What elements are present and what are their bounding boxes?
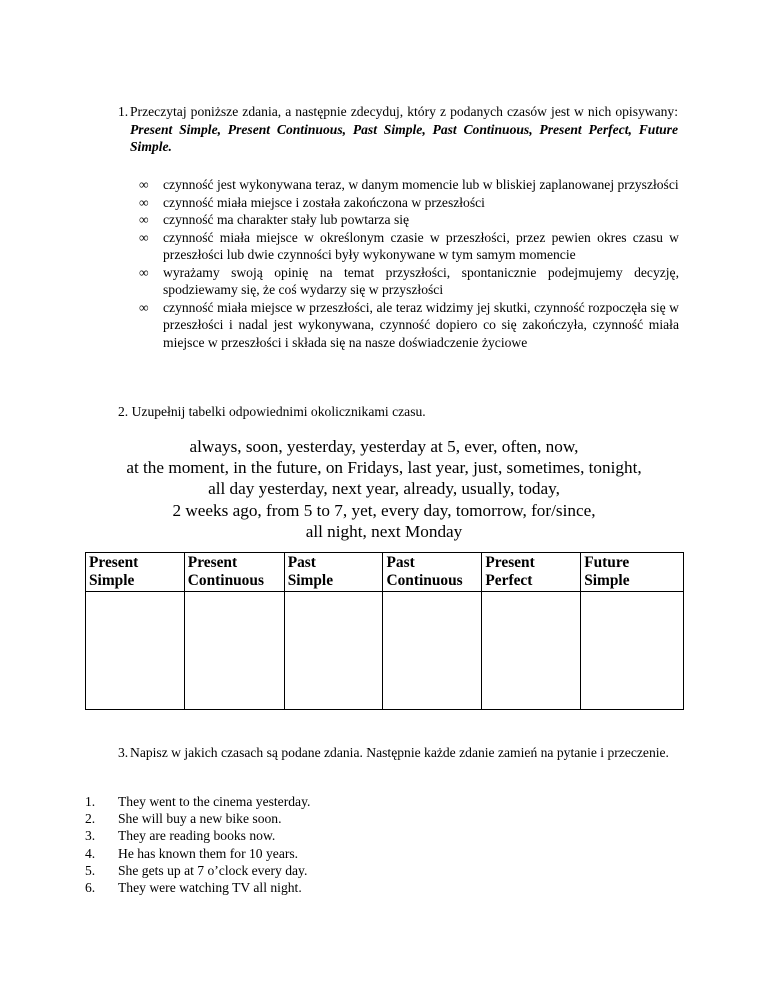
cell-past-simple[interactable]	[284, 592, 383, 710]
list-item: ∞ czynność miała miejsce w przeszłości, ale teraz widzimy jej skutki, czynność rozpoczęła się w przeszłości i nadal jest wykonywana, czynność dopiero co się zakończyła, czynność miała miejsce w przeszłości i składa się na nasze doświadczenie życiowe	[139, 299, 679, 350]
infinity-bullet-icon: ∞	[139, 229, 149, 245]
header-present-perfect: Present Perfect	[482, 553, 581, 592]
tenses-table	[85, 552, 684, 710]
infinity-bullet-icon: ∞	[139, 194, 149, 210]
header-present-simple: Present Simple	[86, 553, 185, 592]
list-item: 5. She gets up at 7 o’clock every day.	[85, 862, 308, 878]
header-past-continuous: Past Continuous	[383, 553, 482, 592]
list-item: ∞ czynność miała miejsce i została zakończona w przeszłości	[139, 194, 485, 210]
list-item: 2. She will buy a new bike soon.	[85, 811, 282, 827]
word-bank-line: 2 weeks ago, from 5 to 7, yet, every day, tomorrow, for/since,	[172, 500, 596, 520]
task-2-number: 2.	[118, 404, 129, 419]
cell-present-continuous[interactable]	[184, 592, 284, 710]
task-2-instruction	[118, 403, 426, 420]
task-2-instruction-text: Uzupełnij tabelki odpowiednimi okolicznikami czasu.	[131, 404, 426, 419]
list-item: 3. They are reading books now.	[85, 828, 276, 844]
infinity-bullet-icon: ∞	[139, 264, 149, 280]
table-header-row	[86, 553, 684, 592]
list-item: ∞ czynność jest wykonywana teraz, w danym momencie lub w bliskiej zaplanowanej przyszłości	[139, 177, 679, 192]
word-bank-line: all night, next Monday	[305, 521, 463, 541]
task-3-instruction	[118, 744, 684, 762]
task-1-tenses-list: Present Simple, Present Continuous, Past Simple, Past Continuous, Present Perfect, Future Simple.	[130, 121, 678, 154]
task-1-number: 1.	[118, 104, 129, 119]
table-row	[86, 592, 684, 710]
list-item: 4. He has known them for 10 years.	[85, 845, 299, 861]
task-3-sentence-list	[85, 793, 310, 896]
list-item: 1. They went to the cinema yesterday.	[85, 794, 311, 809]
cell-present-simple[interactable]	[86, 592, 185, 710]
header-present-continuous: Present Continuous	[184, 553, 284, 592]
infinity-bullet-icon: ∞	[139, 299, 149, 315]
word-bank-line: always, soon, yesterday, yesterday at 5, ever, often, now,	[189, 437, 579, 456]
cell-present-perfect[interactable]	[482, 592, 581, 710]
cell-past-continuous[interactable]	[383, 592, 482, 710]
header-past-simple: Past Simple	[284, 553, 383, 592]
task-1-bullet-list	[139, 176, 679, 351]
infinity-bullet-icon: ∞	[139, 212, 149, 227]
list-item: 6. They were watching TV all night.	[85, 880, 302, 896]
task-3-instruction-text: Napisz w jakich czasach są podane zdania. Następnie każde zdanie zamień na pytanie i przeczenie.	[130, 745, 669, 760]
infinity-bullet-icon: ∞	[139, 177, 149, 192]
word-bank-line: all day yesterday, next year, already, usually, today,	[208, 479, 560, 499]
list-item: ∞ wyrażamy swoją opinię na temat przyszłości, spontanicznie podejmujemy decyzję, spodziewamy się, że coś wydarzy się w przyszłości	[139, 264, 679, 297]
word-bank-line: at the moment, in the future, on Fridays, last year, just, sometimes, tonight,	[126, 458, 642, 478]
task-3-number: 3.	[118, 745, 129, 760]
task-1-instruction-text: Przeczytaj poniższe zdania, a następnie zdecyduj, który z podanych czasów jest w nich opisywany:	[130, 104, 678, 119]
task-1-instruction	[118, 103, 678, 156]
list-item: ∞ czynność miała miejsce w określonym czasie w przeszłości, przez pewien okres czasu w przeszłości lub dwie czynności były wykonywane w tym samym momencie	[139, 229, 679, 262]
header-future-simple: Future Simple	[581, 553, 684, 592]
time-expressions-word-bank	[0, 436, 768, 542]
cell-future-simple[interactable]	[581, 592, 684, 710]
list-item: ∞ czynność ma charakter stały lub powtarza się	[139, 212, 410, 227]
